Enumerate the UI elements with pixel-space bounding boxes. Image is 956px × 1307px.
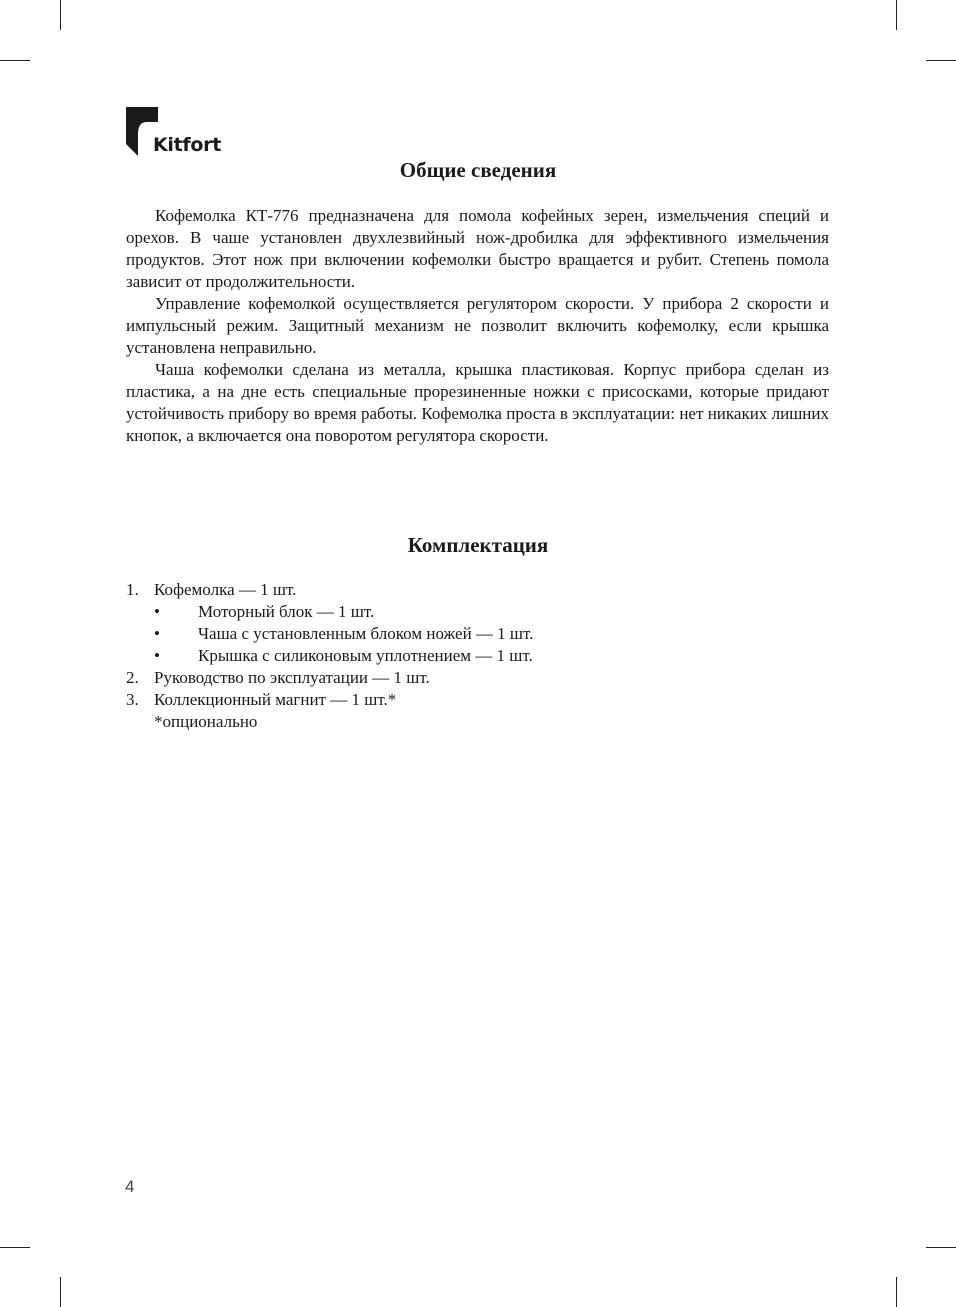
list-item-text: Коллекционный магнит — 1 шт.* (154, 690, 397, 709)
list-number: 1. (126, 580, 139, 599)
crop-mark (0, 1247, 30, 1248)
section-title-contents: Комплектация (407, 533, 549, 557)
crop-mark (896, 0, 897, 30)
brand-logo (125, 106, 225, 158)
crop-mark (926, 60, 956, 61)
footnote-text: *опционально (154, 712, 258, 731)
crop-mark (926, 1247, 956, 1248)
paragraph: Управление кофемолкой осуществляется регулятором скорости. У прибора 2 скорости и импульсный режим. Защитный механизм не позволит включить кофемолку, если крышка установлена неправильно. (126, 294, 829, 357)
list-number: 2. (126, 668, 139, 687)
crop-mark (60, 0, 61, 30)
list-number: 3. (126, 690, 139, 709)
crop-mark (60, 1277, 61, 1307)
bullet: • (154, 602, 160, 621)
paragraph: Чаша кофемолки сделана из металла, крышка пластиковая. Корпус прибора сделан из пластика, а на дне есть специальные прорезиненные ножки с присосками, которые придают устойчивость прибору во время работы. Кофемолка проста в эксплуатации: нет никаких лишних кнопок, а включается она поворотом регулятора скорости. (126, 360, 829, 445)
list-item-text: Крышка с силиконовым уплотнением — 1 шт. (198, 646, 533, 665)
section-title-general: Общие сведения (399, 158, 557, 182)
list-item-text: Кофемолка — 1 шт. (154, 580, 297, 599)
list-item-text: Чаша с установленным блоком ножей — 1 шт. (198, 624, 534, 643)
list-item-text: Руководство по эксплуатации — 1 шт. (154, 668, 430, 687)
crop-mark (896, 1277, 897, 1307)
page-number: 4 (125, 1177, 135, 1196)
crop-mark (0, 60, 30, 61)
brand-name: Kitfort (153, 134, 221, 156)
bullet: • (154, 624, 160, 643)
bullet: • (154, 646, 160, 665)
paragraph: Кофемолка КТ-776 предназначена для помола кофейных зерен, измельчения специй и орехов. В чаше установлен двухлезвийный нож-дробилка для эффективного измельчения продуктов. Этот нож при включении кофемолки быстро вращается и рубит. Степень помола зависит от продолжительности. (126, 206, 829, 291)
list-item-text: Моторный блок — 1 шт. (198, 602, 375, 621)
